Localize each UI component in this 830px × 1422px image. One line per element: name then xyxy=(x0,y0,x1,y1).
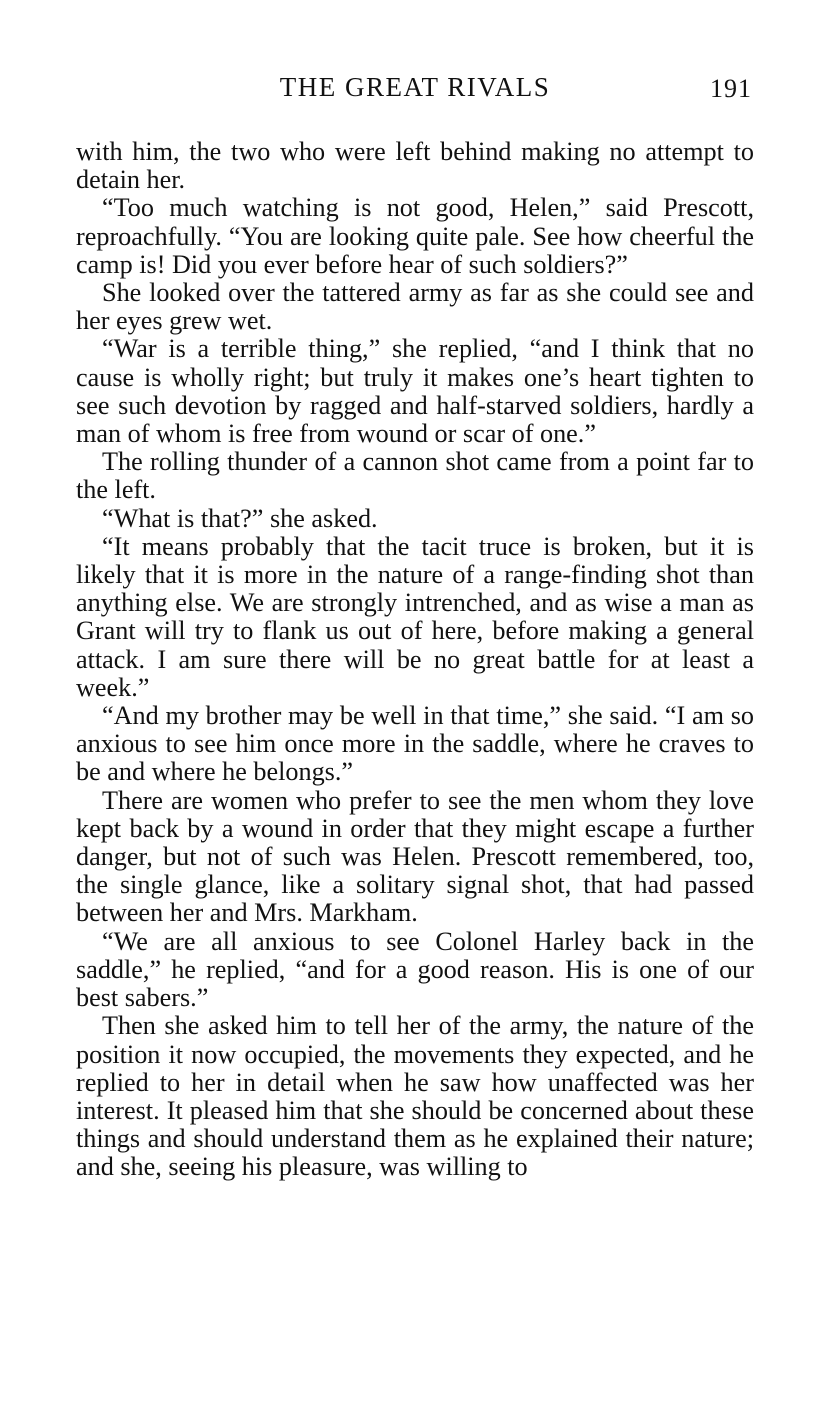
running-head xyxy=(76,72,754,108)
page-number: 191 xyxy=(710,74,752,103)
paragraph: “We are all anxious to see Colonel Harley back in the saddle,” he replied, “and for a good reason. His is one of our best sabers.” xyxy=(76,926,754,1013)
paragraph: Then she asked him to tell her of the army, the nature of the position it now occupied, the movements they expected, and he replied to her in detail when he saw how unaffected was her interest. It pleased him that she should be concerned about these things and should understand them as he explained their nature; and she, seeing his pleasure, was willing to xyxy=(76,1011,754,1182)
paragraph-continuation: with him, the two who were left behind making no attempt to detain her. xyxy=(76,137,754,195)
paragraph: “War is a terrible thing,” she replied, “and I think that no cause is wholly right; but truly it makes one’s heart tighten to see such devotion by ragged and half-starved soldiers, hardly a man of whom is free from wound or scar of one.” xyxy=(76,334,754,449)
paragraph: She looked over the tattered army as far as she could see and her eyes grew wet. xyxy=(76,278,754,336)
paragraph: The rolling thunder of a cannon shot came from a point far to the left. xyxy=(76,447,754,505)
paragraph: “What is that?” she asked. xyxy=(102,503,378,533)
running-title: THE GREAT RIVALS xyxy=(279,72,551,102)
paragraph: There are women who prefer to see the men whom they love kept back by a wound in order that they might escape a further danger, but not of such was Helen. Prescott remembered, too, the single glance, like a solitary signal shot, that had passed between her and Mrs. Markham. xyxy=(76,785,754,928)
paragraph: “It means probably that the tacit truce is broken, but it is likely that it is more in the nature of a range-finding shot than anything else. We are strongly intrenched, and as wise a man as Grant will try to flank us out of here, before making a general attack. I am sure there will be no great battle for at least a week.” xyxy=(76,531,754,702)
body-text xyxy=(76,138,754,1182)
paragraph: “Too much watching is not good, Helen,” said Prescott, reproachfully. “You are looking quite pale. See how cheerful the camp is! Did you ever before hear of such soldiers?” xyxy=(76,193,754,279)
paragraph: “And my brother may be well in that time,” she said. “I am so anxious to see him once more in the saddle, where he craves to be and where he belongs.” xyxy=(76,701,754,787)
